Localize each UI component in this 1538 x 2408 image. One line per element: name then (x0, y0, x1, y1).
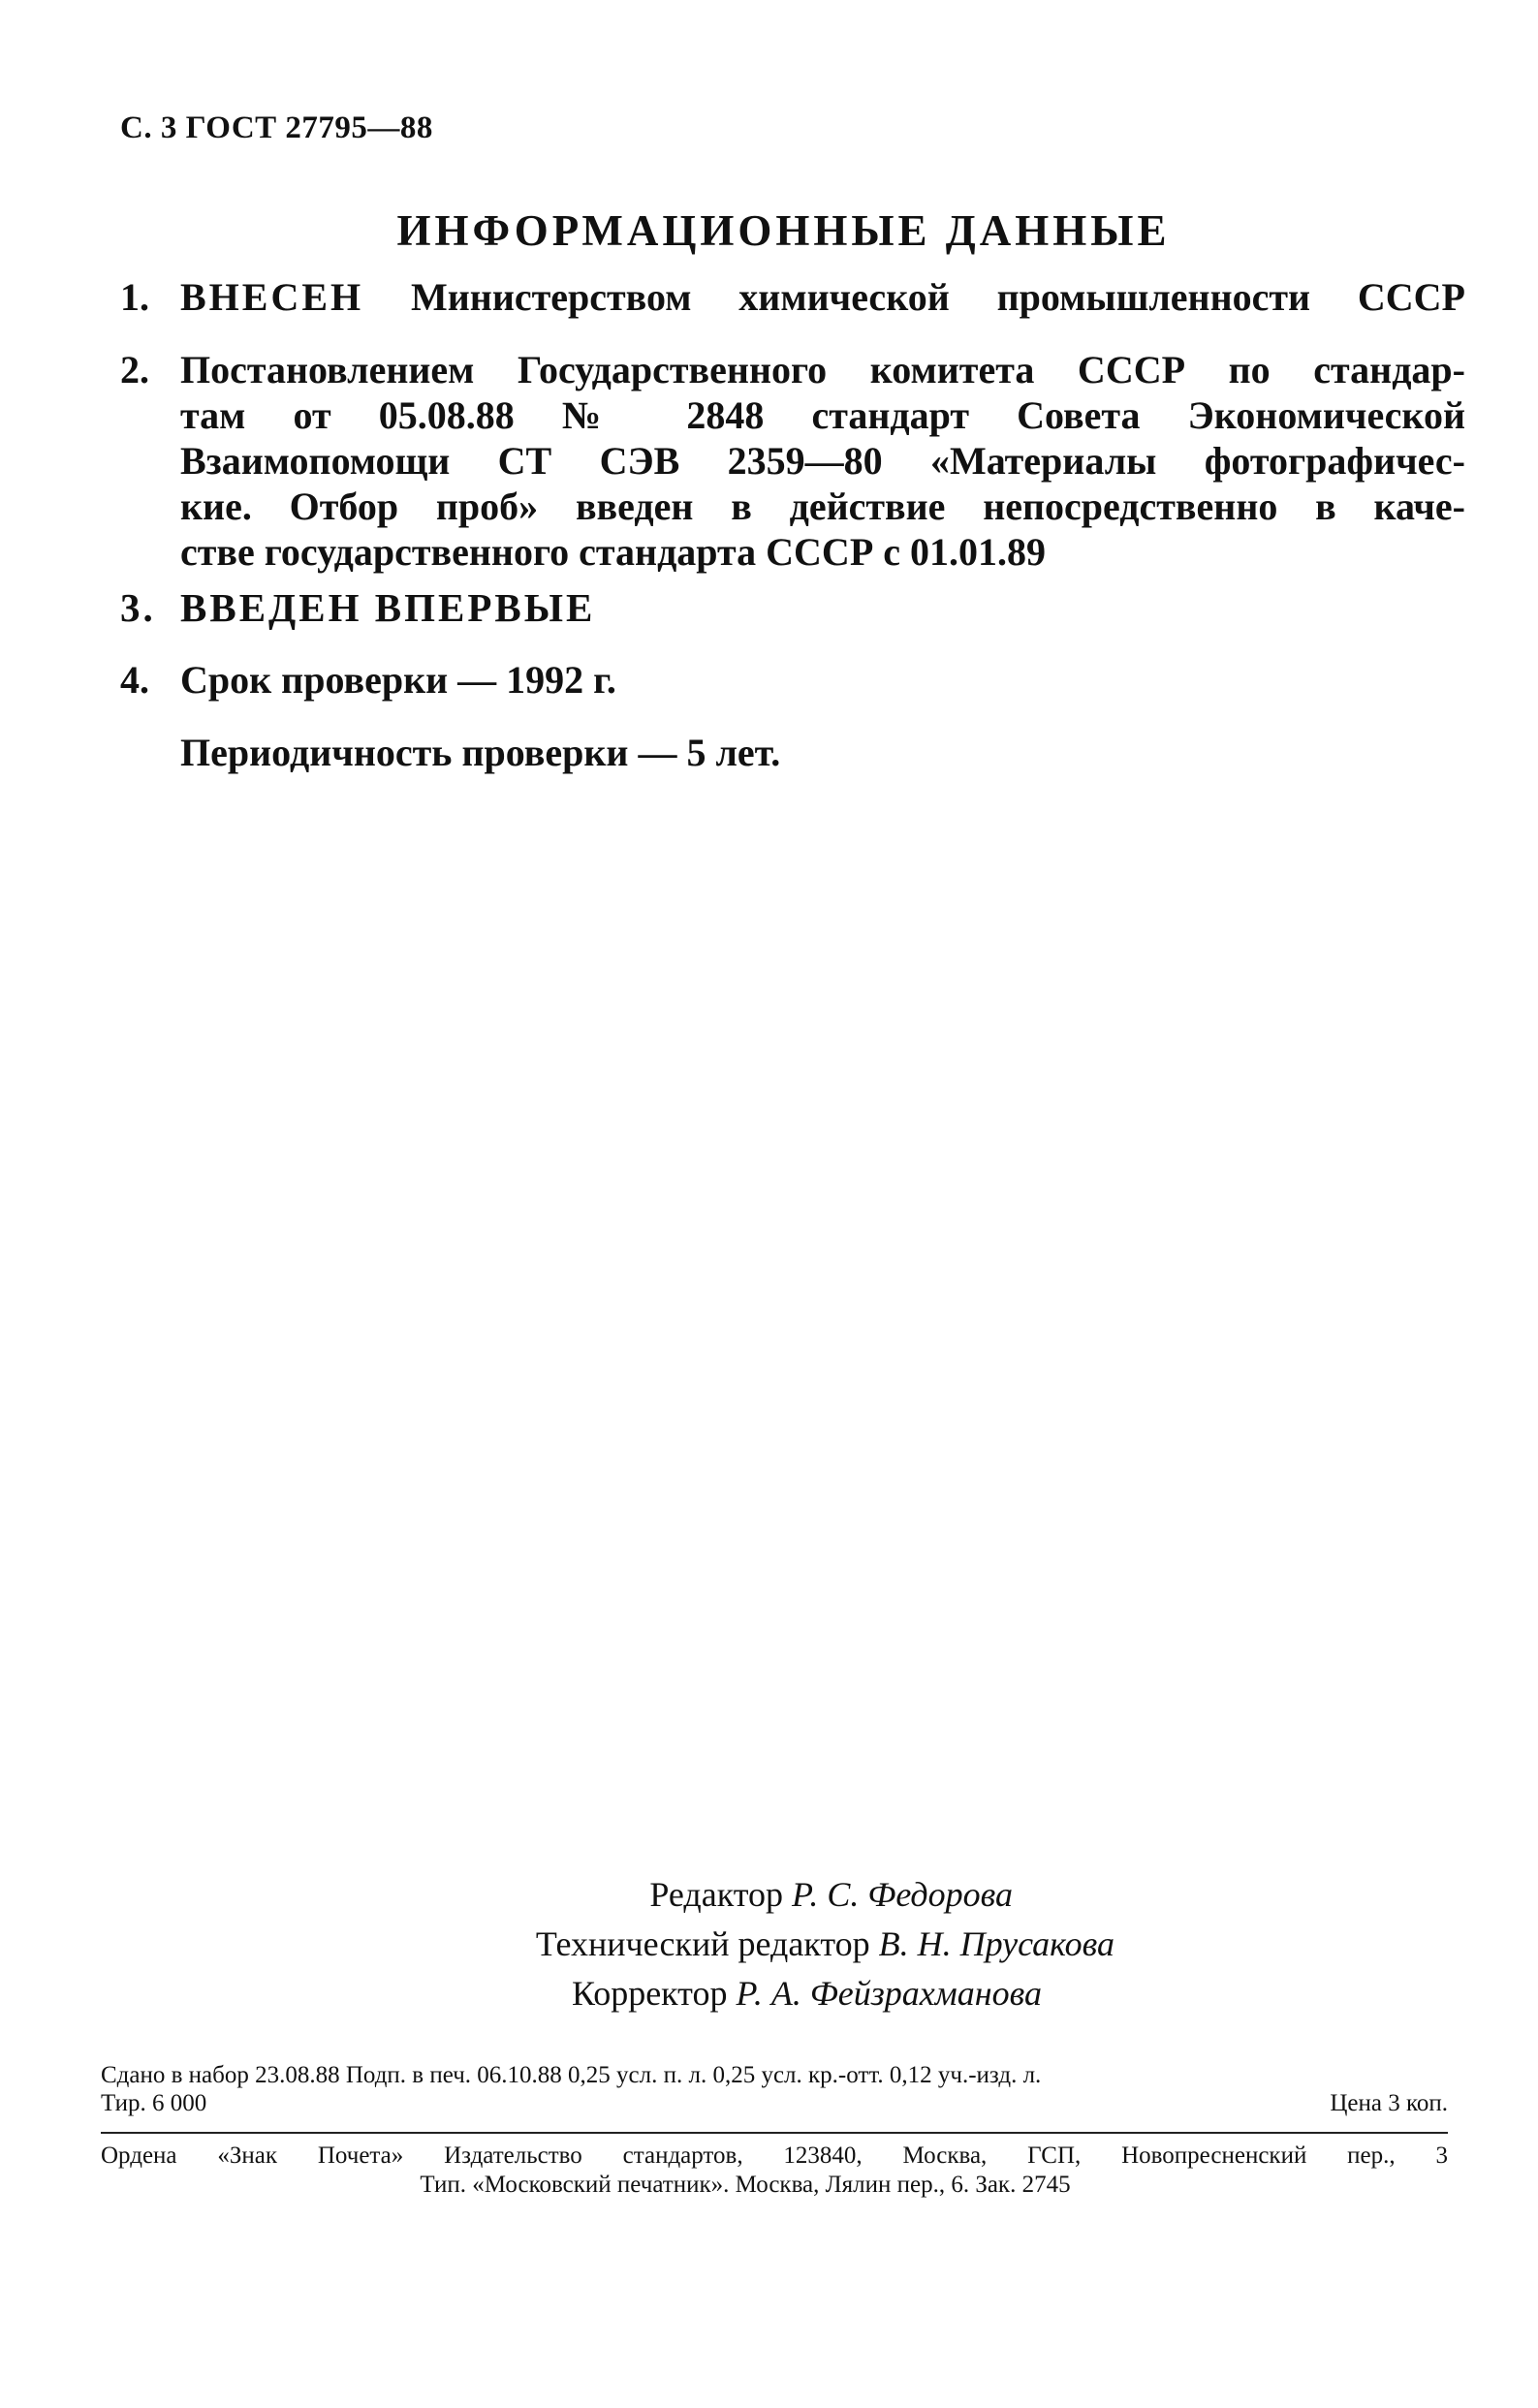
imprint-line: Сдано в набор 23.08.88 Подп. в печ. 06.10.88 0,25 усл. п. л. 0,25 усл. кр.-отт. 0,12 уч.-изд. л. (101, 2062, 1042, 2088)
item-text-line: Постановлением Государственного комитета СССР по стандар- (180, 348, 1465, 391)
credit-corrector (436, 1969, 1114, 2018)
credit-role: Редактор (649, 1875, 783, 1914)
credit-editor (436, 1870, 1114, 1920)
item-number: 1. (120, 275, 149, 319)
item-text: Срок проверки — 1992 г. (180, 658, 616, 702)
info-item-4 (120, 657, 1465, 703)
item-lead: ВНЕСЕН (180, 275, 364, 319)
page-header: С. 3 ГОСТ 27795—88 (120, 110, 433, 145)
credit-tech-editor (436, 1920, 1114, 1969)
item-text-line: стве государственного стандарта СССР с 01.01.89 (180, 530, 1047, 574)
imprint-line (101, 2089, 1448, 2117)
info-item-3 (120, 585, 1465, 631)
item-text: Министерством химической промышленности СССР (410, 275, 1465, 319)
item-body (180, 274, 1465, 320)
publisher-line: Ордена «Знак Почета» Издательство стандартов, 123840, Москва, ГСП, Новопресненский пер., 3 (101, 2142, 1448, 2169)
section-title: ИНФОРМАЦИОННЫЕ ДАННЫЕ (396, 206, 1171, 255)
item-text-line: кие. Отбор проб» введен в действие непосредственно в каче- (180, 485, 1465, 528)
credit-person: Р. С. Федорова (791, 1875, 1013, 1914)
publisher-line: Тип. «Московский печатник». Москва, Лялин пер., 6. Зак. 2745 (420, 2172, 1071, 2198)
imprint-price: Цена 3 коп. (1330, 2090, 1448, 2116)
item-text: ВВЕДЕН ВПЕРВЫЕ (180, 585, 596, 630)
imprint-circulation: Тир. 6 000 (101, 2090, 207, 2116)
item-body (180, 347, 1465, 575)
imprint (101, 2061, 1448, 2117)
credit-role: Корректор (571, 1974, 728, 2013)
credit-person: В. Н. Прусакова (878, 1924, 1114, 1963)
item-number: 2. (120, 348, 149, 391)
info-item-2 (120, 347, 1465, 575)
credit-person: Р. А. Фейзрахманова (736, 1974, 1042, 2013)
item-number: 3. (120, 585, 156, 630)
info-item-1 (120, 274, 1465, 320)
item-text-line: Взаимопомощи СТ СЭВ 2359—80 «Материалы фотографичес- (180, 439, 1465, 483)
credit-role: Технический редактор (535, 1924, 870, 1963)
item-number: 4. (120, 658, 149, 702)
divider (101, 2132, 1448, 2134)
credits (436, 1870, 1114, 2018)
item-text-line: там от 05.08.88 № 2848 стандарт Совета Экономической (180, 393, 1465, 437)
publisher (101, 2142, 1448, 2200)
review-periodicity: Периодичность проверки — 5 лет. (180, 731, 781, 774)
